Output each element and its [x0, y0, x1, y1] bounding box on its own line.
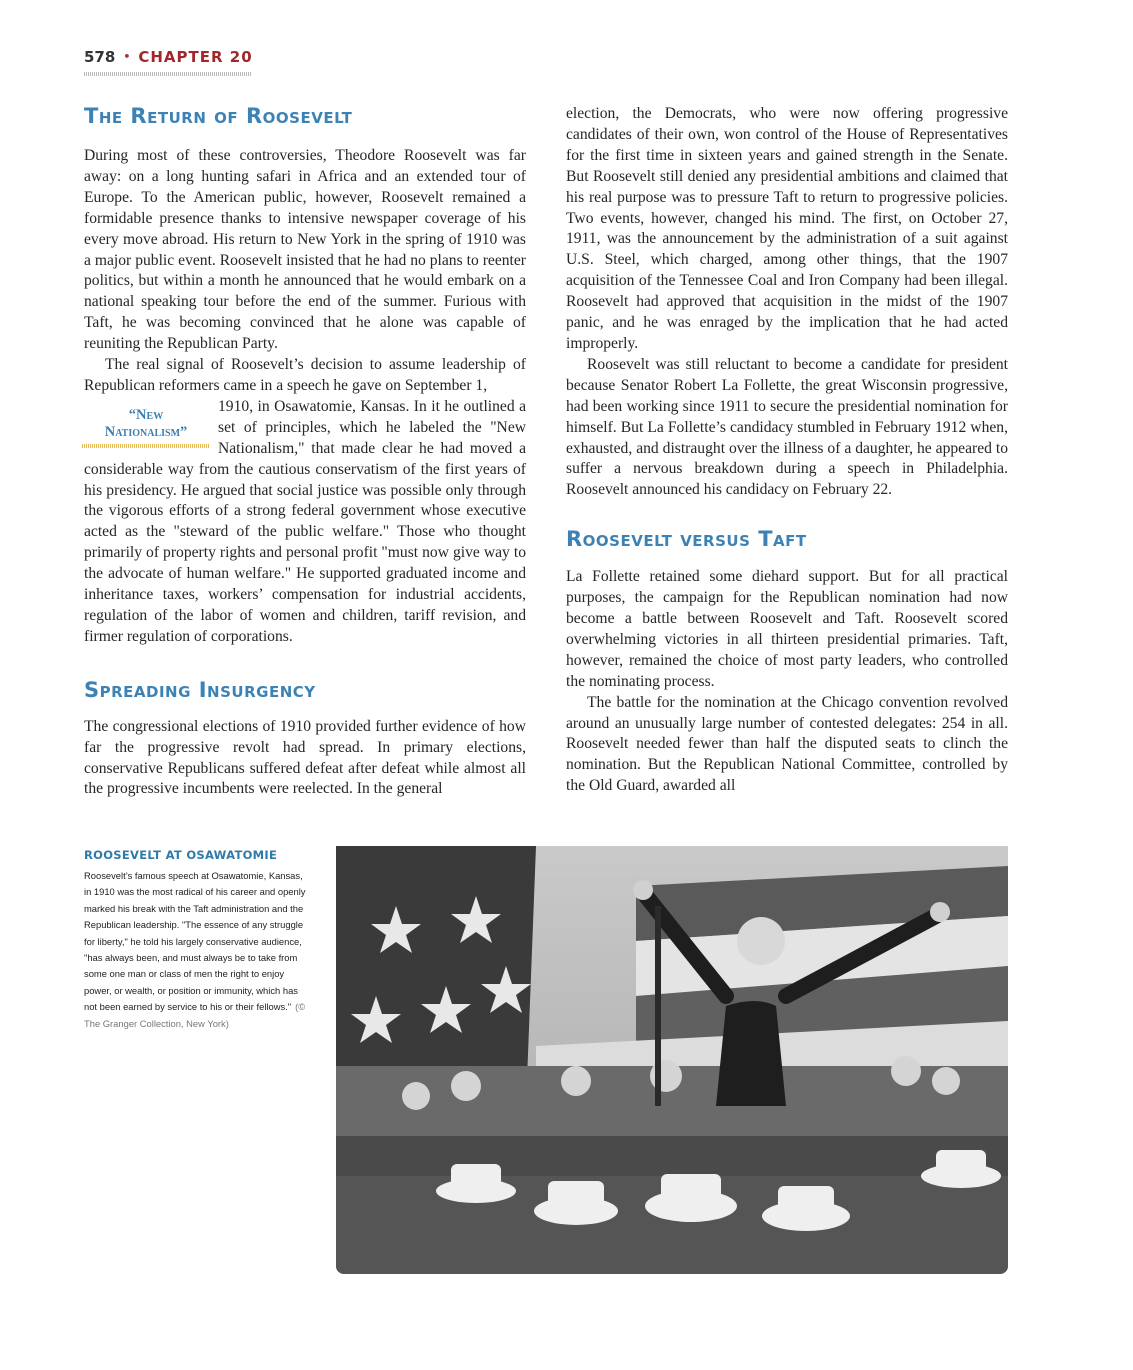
page-header: [84, 48, 253, 66]
header-separator: •: [123, 50, 131, 63]
paragraph: Roosevelt was still reluctant to become a candidate for president because Senator Robert La Follette, the great Wisconsin progressive, had been working since 1911 to secure the presidential nomination for himself. But La Follette’s candidacy stumbled in February 1912 when, exhausted, and distraught over the illness of a daughter, he appeared to suffer a nervous breakdown during a speech in Philadelphia. Roosevelt announced his candidacy on February 22.: [566, 355, 1008, 499]
margin-note-line: Nationalism”: [104, 423, 188, 440]
caption-text: [84, 868, 306, 1032]
margin-note-new-nationalism: [82, 407, 210, 448]
section-title-roosevelt-versus-taft: Roosevelt versus Taft: [566, 527, 807, 552]
historical-photo-roosevelt-speech: [336, 846, 1008, 1274]
photo-illustration: [336, 846, 1008, 1274]
section-title-spreading-insurgency: Spreading Insurgency: [84, 677, 316, 702]
right-column: [566, 104, 1008, 797]
paragraph-start: The real signal of Roosevelt’s decision to assume leadership of Republican reformers came in a speech he gave on September 1,: [84, 356, 526, 394]
paragraph: 1910, in Osawatomie, Kansas. In it he outlined a set of principles, which he labeled the "New Nationalism," that made clear he had moved a considerable way from the cautious conservatism of the first years of his presidency. He argued that social justice was possible only through the vigorous efforts of a strong federal government whose executive acted as the "steward of the public welfare." Those who thought primarily of property rights and personal profit "must now give way to the advocate of human welfare." He supported graduated income and inheritance taxes, workers’ compensation for industrial accidents, regulation of the labor of women and children, tariff revision, and firmer regulation of corporations.: [84, 397, 526, 645]
margin-note-line: “New: [128, 406, 164, 423]
caption-title: ROOSEVELT AT OSAWATOMIE: [84, 848, 278, 862]
margin-note-rule: [82, 444, 210, 448]
paragraph: The congressional elections of 1910 provided further evidence of how far the progressive revolt had spread. In primary elections, conservative Republicans suffered defeat after defeat while almost all the progressive incumbents were reelected. In the general: [84, 717, 526, 798]
paragraph: The battle for the nomination at the Chicago convention revolved around an unusually large number of contested delegates: 254 in all. Roosevelt needed fewer than half the disputed seats to clinch the nomination. But the Republican National Committee, controlled by the Old Guard, awarded all: [566, 693, 1008, 795]
photo-caption: [84, 848, 306, 1032]
paragraph: La Follette retained some diehard support. But for all practical purposes, the campaign for the Republican nomination had now become a battle between Roosevelt and Taft. Roosevelt scored overwhelming victories in all thirteen presidential primaries. Taft, however, remained the choice of most party leaders, who controlled the nominating process.: [566, 568, 1008, 690]
header-rule: [84, 72, 252, 76]
page-number: 578: [84, 48, 116, 66]
chapter-label: CHAPTER 20: [138, 48, 253, 66]
left-column: [84, 104, 526, 800]
section-title-return-of-roosevelt: The Return of Roosevelt: [84, 104, 353, 128]
caption-credit: (© The Granger Collection, New York): [84, 1001, 306, 1029]
caption-body: Roosevelt’s famous speech at Osawatomie, Kansas, in 1910 was the most radical of his career and openly marked his break with the Taft administration and the Republican leadership. "The essence of any struggle for liberty," he told his largely conservative audience, "has always been, and must always be to take from some one man or class of men the right to enjoy power, or wealth, or position or immunity, which has not been earned by service to his or their fellows.": [84, 870, 306, 1013]
paragraph: election, the Democrats, who were now offering progressive candidates of their own, won control of the House of Representatives for the first time in sixteen years and gained strength in the Senate. But Roosevelt still denied any presidential ambitions and claimed that his real purpose was to pressure Taft to return to progressive policies. Two events, however, changed his mind. The first, on October 27, 1911, was the announcement by the administration of a suit against U.S. Steel, which charged, among other things, that the 1907 acquisition of the Tennessee Coal and Iron Company had been illegal. Roosevelt had approved that acquisition in the midst of the 1907 panic, and he was enraged by the implication that he had acted improperly.: [566, 105, 1008, 352]
paragraph: During most of these controversies, Theodore Roosevelt was far away: on a long hunting safari in Africa and an extended tour of Europe. To the American public, however, Roosevelt remained a formidable presence thanks to intensive newspaper coverage of his every move abroad. His return to New York in the spring of 1910 was a major public event. Roosevelt insisted that he had no plans to reenter politics, but within a month he announced that he would embark on a national speaking tour before the end of the summer. Furious with Taft, he was becoming convinced that he alone was capable of reuniting the Republican Party.: [84, 147, 526, 353]
